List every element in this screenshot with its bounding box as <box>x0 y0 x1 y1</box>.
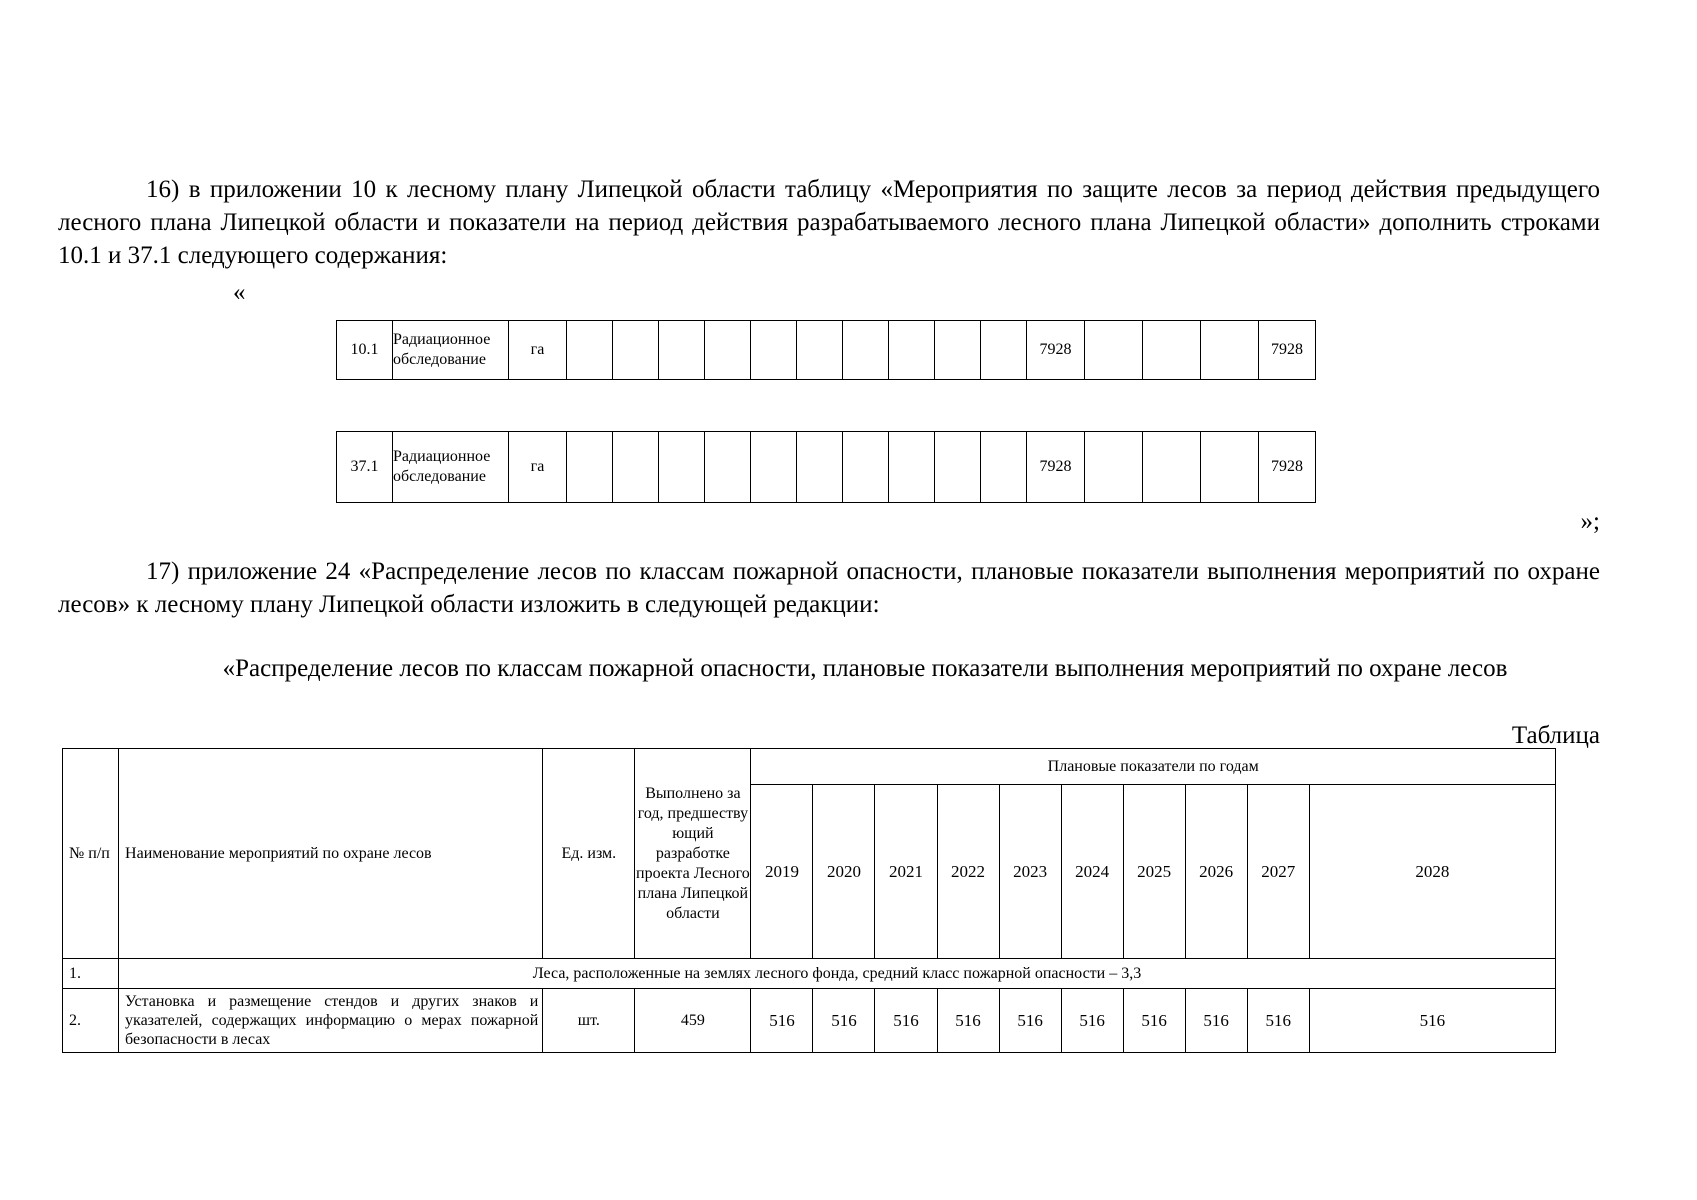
row-done: 459 <box>635 989 751 1053</box>
row-value: 516 <box>751 989 813 1053</box>
row-cell <box>1085 432 1143 503</box>
row-cell <box>613 321 659 380</box>
paragraph-17-text: 17) приложение 24 «Распределение лесов по классам пожарной опасности, плановые показатели выполнения мероприятий по охране лесов» к лесному плану Липецкой области изложить в следующей редакции: <box>58 558 1600 618</box>
header-year: 2020 <box>813 785 875 959</box>
section-text: Леса, расположенные на землях лесного фонда, средний класс пожарной опасности – 3,3 <box>119 959 1556 989</box>
row-cell <box>935 321 981 380</box>
row-cell <box>981 321 1027 380</box>
insert-row <box>337 321 1316 380</box>
section-num: 1. <box>63 959 119 989</box>
row-cell <box>889 432 935 503</box>
row-unit: га <box>509 321 567 380</box>
section-row <box>63 959 1556 989</box>
row-cell <box>1085 321 1143 380</box>
row-cell <box>1143 321 1201 380</box>
paragraph-16 <box>58 173 1600 272</box>
row-cell <box>1201 321 1259 380</box>
row-cell <box>1201 432 1259 503</box>
row-cell <box>567 432 613 503</box>
insert-row <box>337 432 1316 503</box>
row-name: Установка и размещение стендов и других знаков и указателей, содержащих информацию о мерах пожарной безопасности в лесах <box>119 989 543 1053</box>
row-num: 2. <box>63 989 119 1053</box>
row-value: 516 <box>937 989 999 1053</box>
table-label: Таблица <box>1511 722 1600 749</box>
row-value: 516 <box>1309 989 1555 1053</box>
row-cell <box>981 432 1027 503</box>
row-cell: 7928 <box>1027 321 1085 380</box>
row-cell: 7928 <box>1027 432 1085 503</box>
header-year: 2022 <box>937 785 999 959</box>
paragraph-17 <box>58 555 1600 621</box>
row-cell <box>567 321 613 380</box>
insert-row-table-37-1 <box>336 431 1316 503</box>
header-year: 2028 <box>1309 785 1555 959</box>
row-cell: 7928 <box>1259 321 1316 380</box>
row-cell <box>613 432 659 503</box>
table-row <box>63 989 1556 1053</box>
row-name: Радиационное обследование <box>393 321 509 380</box>
paragraph-16-text: 16) в приложении 10 к лесному плану Липецкой области таблицу «Мероприятия по защите лесов за период действия предыдущего лесного плана Липецкой области и показатели на период действия разрабатываемого лесного плана Липецкой области» дополнить строками 10.1 и 37.1 следующего содержания: <box>58 176 1600 269</box>
row-name: Радиационное обследование <box>393 432 509 503</box>
row-cell <box>659 321 705 380</box>
row-value: 516 <box>1061 989 1123 1053</box>
header-name: Наименование мероприятий по охране лесов <box>119 749 543 959</box>
row-cell <box>751 432 797 503</box>
closing-quote: »; <box>1580 508 1600 535</box>
row-cell <box>843 321 889 380</box>
row-cell <box>751 321 797 380</box>
row-value: 516 <box>1247 989 1309 1053</box>
header-year: 2019 <box>751 785 813 959</box>
row-cell <box>843 432 889 503</box>
row-cell <box>797 321 843 380</box>
row-value: 516 <box>1185 989 1247 1053</box>
header-year: 2023 <box>999 785 1061 959</box>
header-year: 2025 <box>1123 785 1185 959</box>
row-cell: 7928 <box>1259 432 1316 503</box>
header-year: 2027 <box>1247 785 1309 959</box>
row-unit: га <box>509 432 567 503</box>
header-year: 2021 <box>875 785 937 959</box>
row-value: 516 <box>1123 989 1185 1053</box>
row-number: 37.1 <box>337 432 393 503</box>
row-cell <box>935 432 981 503</box>
row-cell <box>797 432 843 503</box>
row-cell <box>889 321 935 380</box>
insert-row-table-10-1 <box>336 320 1316 380</box>
header-num: № п/п <box>63 749 119 959</box>
row-cell <box>705 321 751 380</box>
header-row-1 <box>63 749 1556 785</box>
table-heading: «Распределение лесов по классам пожарной опасности, плановые показатели выполнения мероприятий по охране лесов <box>222 655 1508 682</box>
header-plan: Плановые показатели по годам <box>751 749 1556 785</box>
row-value: 516 <box>999 989 1061 1053</box>
row-cell <box>659 432 705 503</box>
row-value: 516 <box>813 989 875 1053</box>
header-done: Выполнено за год, предшеству ющий разработке проекта Лесного плана Липецкой области <box>635 749 751 959</box>
row-unit: шт. <box>543 989 635 1053</box>
fire-safety-table <box>62 748 1556 1053</box>
header-unit: Ед. изм. <box>543 749 635 959</box>
header-year: 2026 <box>1185 785 1247 959</box>
row-number: 10.1 <box>337 321 393 380</box>
header-year: 2024 <box>1061 785 1123 959</box>
opening-quote: « <box>233 279 246 306</box>
row-value: 516 <box>875 989 937 1053</box>
row-cell <box>1143 432 1201 503</box>
row-cell <box>705 432 751 503</box>
